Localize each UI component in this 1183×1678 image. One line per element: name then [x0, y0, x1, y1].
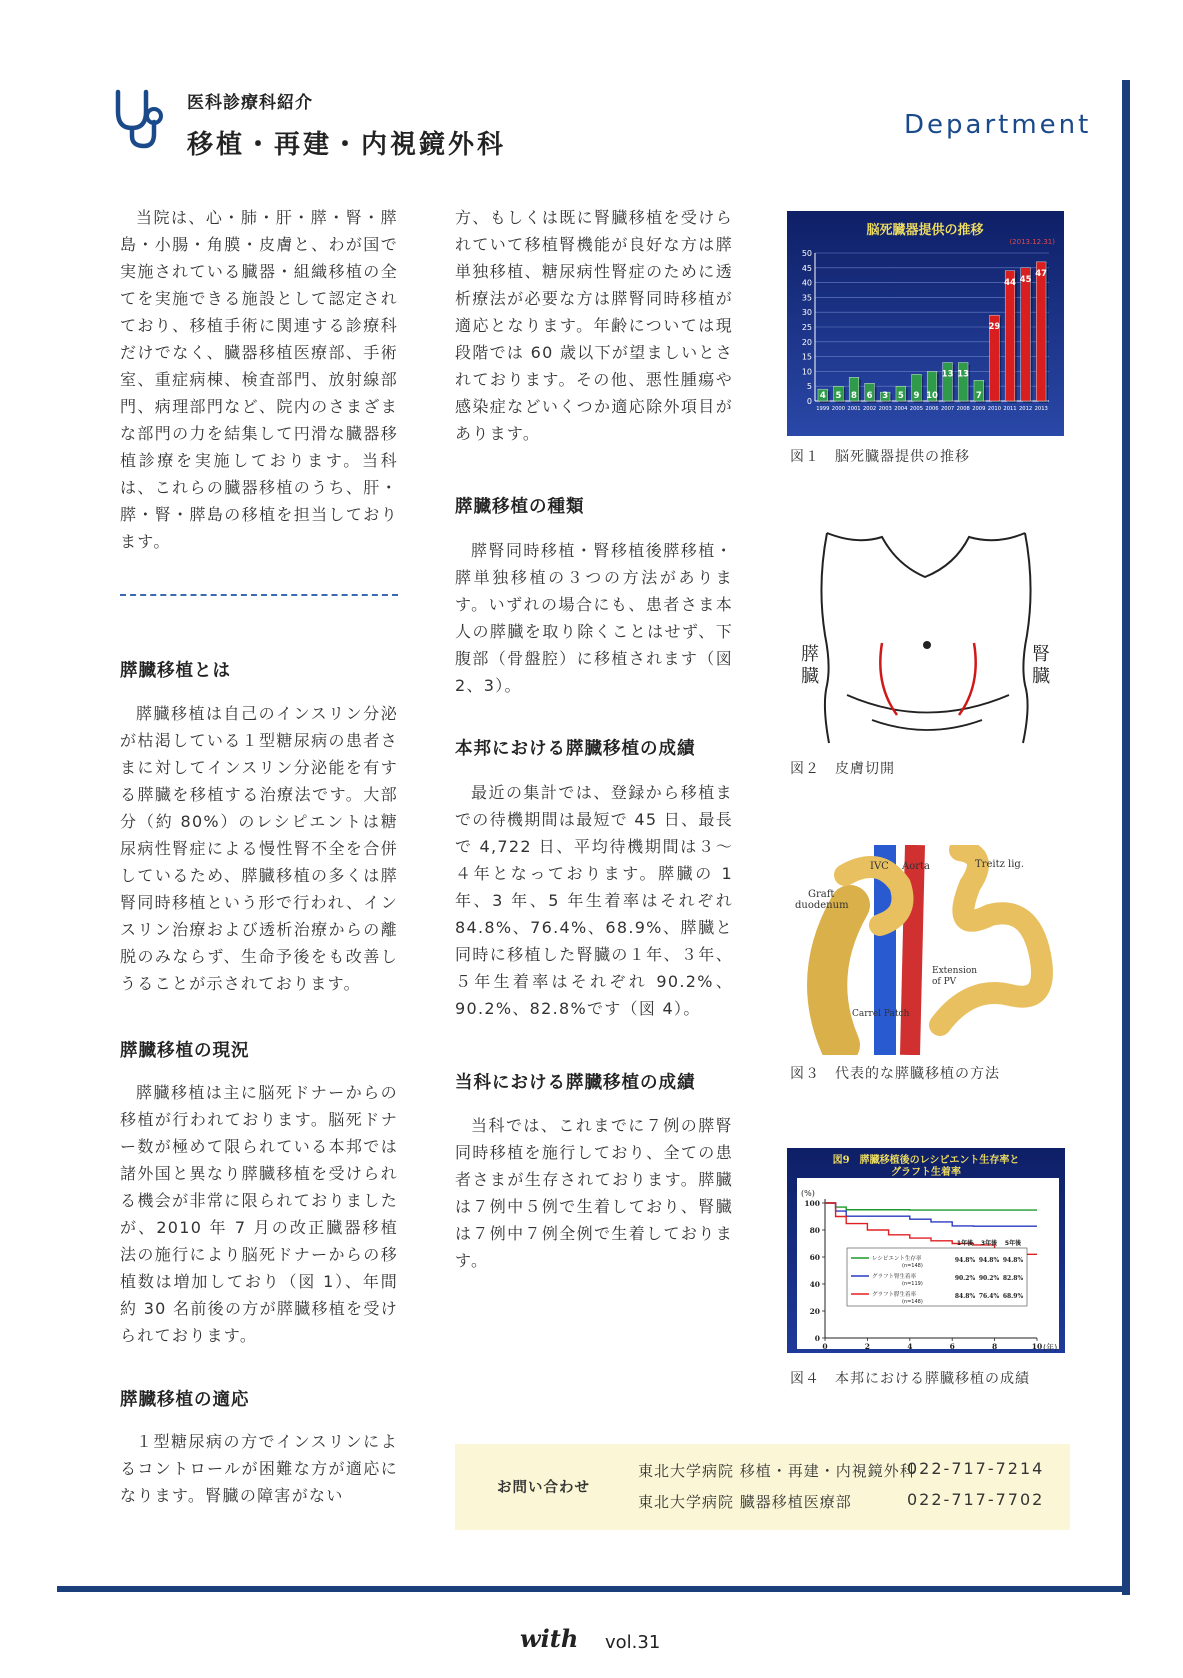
x-tick-label: 2000 — [831, 406, 846, 412]
x-tick-label: 2012 — [1018, 406, 1033, 412]
heading-current-status: 膵臓移植の現況 — [120, 1041, 250, 1061]
torso-outline-right — [1023, 533, 1031, 743]
legend-header: 3年後 — [980, 1240, 998, 1247]
legend-rate: 90.2% — [978, 1275, 1000, 1282]
page-frame-right — [1122, 80, 1130, 1595]
figure1-bar-chart — [787, 211, 1064, 436]
contact-box — [455, 1444, 1070, 1530]
torso-outline-top — [827, 533, 1025, 577]
heading-what-is: 膵臓移植とは — [120, 661, 231, 681]
y-tick-label: 100 — [804, 1199, 820, 1208]
y-tick-label: 25 — [801, 323, 812, 332]
lower-line — [872, 720, 982, 730]
bar — [1036, 262, 1046, 401]
bar-value-label: 29 — [988, 322, 1001, 333]
x-tick-label: 2013 — [1034, 406, 1048, 412]
contact-row2-phone[interactable]: 022-717-7702 — [907, 1490, 1045, 1509]
label-ivc: IVC — [870, 861, 889, 872]
x-axis-unit: (年) — [1043, 1343, 1058, 1352]
legend-rate: 82.8% — [1002, 1275, 1024, 1282]
x-tick-label: 2010 — [987, 406, 1002, 412]
bar-value-label: 7 — [975, 391, 982, 401]
contact-row1-name: 東北大学病院 移植・再建・内視鏡外科 — [638, 1462, 916, 1480]
section-types — [455, 537, 733, 699]
intro-text — [120, 204, 398, 555]
bar — [1021, 268, 1031, 401]
heading-types: 膵臓移植の種類 — [455, 497, 585, 517]
y-tick-label: 20 — [809, 1307, 820, 1316]
bar — [1005, 271, 1015, 401]
x-tick-label: 2008 — [956, 406, 970, 412]
incision-left — [880, 643, 897, 715]
label-kidney: 腎臓 — [1032, 644, 1050, 687]
section-department-results-body: 当科では、これまでに７例の膵腎同時移植を施行しており、全ての患者さまが生存されております。膵臓は７例中５例で生着しており、腎臓は７例中７例全例で生着しております。 — [455, 1116, 733, 1270]
x-tick-label: 6 — [949, 1342, 955, 1351]
y-tick-label: 80 — [809, 1226, 820, 1235]
x-tick-label: 0 — [822, 1342, 828, 1351]
chart-title-line2: グラフト生着率 — [891, 1167, 961, 1178]
legend-rate: 84.8% — [954, 1293, 976, 1300]
legend-series-name: レシピエント生存率 — [872, 1256, 922, 1262]
legend-rate: 94.8% — [978, 1257, 1000, 1264]
page-kicker: 医科診療科紹介 — [187, 93, 313, 113]
y-tick-label: 15 — [801, 352, 812, 362]
chart-title-line1: 図9 膵臓移植後のレシピエント生存率と — [832, 1155, 1020, 1166]
groin-line — [847, 695, 1009, 713]
bar-value-label: 6 — [866, 391, 873, 401]
heading-department-results: 当科における膵臓移植の成績 — [455, 1073, 696, 1093]
intro-paragraph: 当院は、心・肺・肝・膵・腎・膵島・小腸・角膜・皮膚と、わが国で実施されている臓器・組織移植の全てを実施できる施設として認定されており、移植手術に関連する診療科だけでなく、臓器移植医療部、手術室、重症病棟、検査部門、放射線部門、病理部門など、院内のさまざまな部門の力を結集して円滑な臓器移植診療を実施しております。当科は、これらの臓器移植のうち、肝・膵・腎・膵島の移植を担当しております。 — [120, 208, 398, 551]
y-tick-label: 35 — [801, 293, 812, 303]
contact-row2-name: 東北大学病院 臓器移植医療部 — [638, 1493, 852, 1511]
x-tick-label: 2004 — [894, 406, 908, 412]
x-tick-label: 2 — [864, 1342, 871, 1351]
figure1-caption: 図１ 脳死臓器提供の推移 — [790, 449, 970, 465]
y-tick-label: 40 — [809, 1280, 820, 1289]
bar-value-label: 5 — [897, 391, 904, 401]
x-tick-label: 2006 — [925, 406, 939, 412]
page-title: 移植・再建・内視鏡外科 — [187, 130, 507, 160]
page-frame-bottom — [57, 1586, 1130, 1592]
legend-rate: 90.2% — [954, 1275, 976, 1282]
chart-subtitle: (2013.12.31) — [1009, 238, 1055, 246]
label-of-pv: of PV — [932, 977, 957, 987]
y-tick-label: 20 — [801, 337, 812, 347]
label-graft: Graft — [808, 889, 835, 900]
x-tick-label: 2005 — [909, 406, 924, 412]
section-national-results — [455, 779, 733, 1022]
magazine-logo: with — [520, 1624, 579, 1653]
stethoscope-icon — [112, 88, 164, 150]
x-tick-label: 2011 — [1003, 406, 1017, 412]
indications-continued — [455, 204, 733, 447]
bar-value-label: 5 — [835, 391, 842, 401]
bar-value-label: 10 — [926, 391, 938, 401]
bar-value-label: 47 — [1035, 268, 1048, 279]
y-tick-label: 10 — [801, 367, 812, 377]
chart-title: 脳死臓器提供の推移 — [866, 223, 984, 238]
legend-rate: 76.4% — [978, 1293, 1000, 1300]
legend-series-n: (n=148) — [902, 1299, 923, 1305]
x-tick-label: 2001 — [847, 406, 861, 412]
section-what-is-body: 膵臓移植は自己のインスリン分泌が枯渇している１型糖尿病の患者さまに対してインスリン分泌能を有する膵臓を移植する治療法です。大部分（約 80%）のレシピエントは糖尿病性腎症による慢性腎不全を合併しているため、膵臓移植の多くは膵腎同時移植という形で行われ、インスリン治療および透析治療からの離脱のみならず、生命予後をも改善しうることが示されております。 — [120, 704, 398, 993]
indications-continued-body: 方、もしくは既に腎臓移植を受けられていて移植腎機能が良好な方は膵単独移植、糖尿病性腎症のために透析療法が必要な方は膵腎同時移植が適応となります。年齢については現段階では 60 歳以下が望ましいとされております。その他、悪性腫瘍や感染症などいくつか適応除外項目があります。 — [455, 208, 733, 443]
figure3-caption: 図３ 代表的な膵臓移植の方法 — [790, 1066, 1000, 1082]
x-tick-label: 4 — [907, 1342, 913, 1351]
torso-outline-left — [821, 533, 829, 743]
legend-series-name: グラフト膵生着率 — [872, 1292, 917, 1298]
label-treitz: Treitz lig. — [975, 859, 1025, 870]
legend-rate: 94.8% — [1002, 1257, 1024, 1264]
bar-value-label: 8 — [851, 391, 857, 401]
figure4-survival-chart — [787, 1148, 1065, 1353]
section-indications — [120, 1428, 398, 1509]
legend-rate: 68.9% — [1002, 1293, 1024, 1300]
y-tick-label: 40 — [801, 278, 812, 288]
label-carrel-patch: Carrel Patch — [852, 1009, 910, 1019]
bar — [943, 363, 953, 401]
label-extension: Extension — [932, 966, 978, 976]
legend-header: 5年後 — [1004, 1240, 1022, 1247]
label-duodenum: duodenum — [795, 900, 849, 911]
bar-value-label: 4 — [819, 391, 826, 401]
section-current-status-body: 膵臓移植は主に脳死ドナーからの移植が行われております。脳死ドナー数が極めて限られている本邦では諸外国と異なり膵臓移植を受けられる機会が非常に限られておりましたが、2010 年 7 月の改正臓器移植法の施行により脳死ドナーからの移植数は増加しており（図 1）、年間約 30 名前後の方が膵臓移植を受けられております。 — [120, 1083, 398, 1345]
x-tick-label: 8 — [991, 1342, 998, 1351]
section-department-results — [455, 1112, 733, 1274]
y-tick-label: 30 — [801, 308, 812, 318]
magazine-volume: vol.31 — [605, 1632, 661, 1653]
contact-row1-phone[interactable]: 022-717-7214 — [907, 1459, 1045, 1478]
bar-value-label: 13 — [957, 369, 970, 380]
figure4-caption: 図４ 本邦における膵臓移植の成績 — [790, 1371, 1030, 1387]
heading-national-results: 本邦における膵臓移植の成績 — [455, 739, 696, 759]
bar-value-label: 3 — [882, 391, 889, 401]
bar-value-label: 9 — [913, 391, 920, 401]
legend-series-n: (n=119) — [902, 1281, 923, 1287]
y-tick-label: 0 — [814, 1334, 820, 1343]
figure2-incision-diagram — [787, 525, 1067, 750]
artery-illustration — [910, 845, 915, 1055]
contact-label: お問い合わせ — [497, 1480, 590, 1496]
x-tick-label: 10 — [1031, 1342, 1043, 1351]
legend-rate: 94.8% — [954, 1257, 976, 1264]
bar-value-label: 45 — [1019, 274, 1032, 285]
bar — [958, 363, 968, 401]
section-what-is — [120, 700, 398, 997]
section-types-body: 膵腎同時移植・腎移植後膵移植・膵単独移植の３つの方法があります。いずれの場合にも、患者さま本人の膵臓を取り除くことはせず、下腹部（骨盤腔）に移植されます（図 2、3）。 — [455, 541, 733, 695]
x-tick-label: 1999 — [816, 406, 830, 412]
x-tick-label: 2002 — [862, 406, 877, 412]
legend-header: 1年後 — [956, 1240, 974, 1247]
x-tick-label: 2007 — [940, 406, 955, 412]
incision-right — [959, 643, 976, 715]
y-axis-unit: (%) — [801, 1189, 815, 1198]
section-divider — [120, 594, 398, 596]
y-tick-label: 60 — [809, 1253, 820, 1262]
figure3-surgical-illustration — [790, 845, 1062, 1055]
label-aorta: Aorta — [902, 861, 931, 872]
section-current-status — [120, 1079, 398, 1349]
y-tick-label: 5 — [806, 382, 812, 392]
bar-value-label: 44 — [1004, 277, 1016, 288]
graft-pancreas-illustration — [827, 905, 850, 1045]
x-tick-label: 2003 — [878, 406, 892, 412]
y-tick-label: 50 — [801, 249, 812, 258]
section-indications-body: １型糖尿病の方でインスリンによるコントロールが困難な方が適応になります。腎臓の障害がない — [120, 1432, 398, 1505]
section-label: Department — [904, 110, 1092, 140]
y-tick-label: 45 — [801, 263, 812, 273]
x-tick-label: 2009 — [972, 406, 986, 412]
y-tick-label: 0 — [806, 397, 812, 406]
legend-series-n: (n=148) — [902, 1263, 923, 1269]
figure2-caption: 図２ 皮膚切開 — [790, 761, 895, 777]
label-pancreas: 膵臓 — [801, 644, 819, 687]
section-national-results-body: 最近の集計では、登録から移植までの待機期間は最短で 45 日、最長で 4,722 日、平均待機期間は３～４年となっております。膵臓の 1 年、3 年、5 年生着率はそれぞれ 84.8%、76.4%、68.9%、膵臓と同時に移植した腎臓の１年、３年、５年生着率はそれぞれ 90.2%、90.2%、82.8%です（図 4）。 — [455, 783, 733, 1018]
bar-value-label: 13 — [941, 369, 954, 380]
navel — [923, 641, 931, 649]
legend-series-name: グラフト腎生着率 — [872, 1274, 917, 1280]
heading-indications: 膵臓移植の適応 — [120, 1390, 250, 1410]
